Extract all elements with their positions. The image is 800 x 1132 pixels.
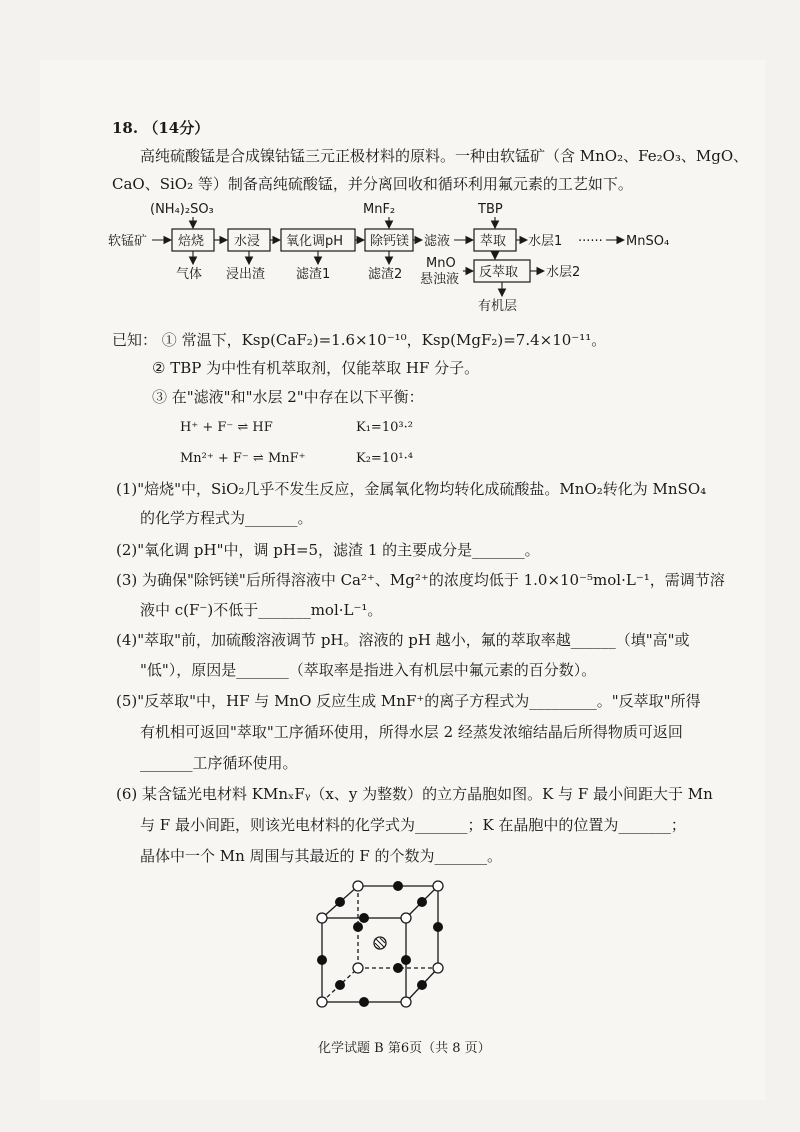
- equilibrium-1: H⁺ + F⁻ ⇌ HF: [180, 420, 273, 435]
- flow-out-filter-1: 滤渣1: [296, 267, 331, 282]
- question-5-line-3: _______工序循环使用。: [140, 754, 298, 772]
- body-center-atom: [374, 937, 386, 949]
- edge-atom: [417, 980, 427, 990]
- question-6-line-1: (6) 某含锰光电材料 KMnₓFᵧ（x、y 为整数）的立方晶胞如图。K 与 F 最小间距大于 Mn: [116, 785, 713, 803]
- question-6-line-2: 与 F 最小间距，则该光电材料的化学式为_______；K 在晶胞中的位置为_______；: [140, 816, 686, 834]
- corner-atom: [433, 881, 443, 891]
- flow-reagent-5: TBP: [478, 202, 503, 217]
- question-header: [112, 118, 209, 138]
- edge-atom: [393, 963, 403, 973]
- edge-atom: [353, 922, 363, 932]
- edge-atom: [417, 897, 427, 907]
- flow-product: MnSO₄: [626, 234, 670, 249]
- intro-line-1: 高纯硫酸锰是合成镍钴锰三元正极材料的原料。一种由软锰矿（含 MnO₂、Fe₂O₃、MgO、: [140, 147, 749, 165]
- unit-cell-figure: [298, 868, 468, 1023]
- flow-step-6: 反萃取: [479, 265, 519, 280]
- question-2: (2)"氧化调 pH"中，调 pH=5，滤渣 1 的主要成分是_______。: [116, 541, 540, 559]
- flow-aqueous-1: 水层1: [528, 234, 563, 249]
- corner-atom: [433, 963, 443, 973]
- flow-step-4: 除钙镁: [370, 234, 410, 249]
- question-4-line-2: "低"），原因是_______（萃取率是指进入有机层中氟元素的百分数）。: [140, 661, 597, 679]
- edge-atom: [359, 997, 369, 1007]
- flow-step-2: 水浸: [234, 234, 261, 249]
- flow-dots: ······: [578, 234, 603, 249]
- question-6-line-3: 晶体中一个 Mn 周围与其最近的 F 的个数为_______。: [140, 847, 503, 865]
- question-1-line-2: 的化学方程式为_______。: [140, 509, 313, 527]
- known-2: ② TBP 为中性有机萃取剂，仅能萃取 HF 分子。: [152, 359, 480, 377]
- flow-out-filter-2: 滤渣2: [368, 267, 403, 282]
- flow-reagent-4: MnF₂: [363, 202, 396, 217]
- flow-out-gas: 气体: [176, 267, 203, 282]
- edge-atom: [335, 980, 345, 990]
- edge-atom: [335, 897, 345, 907]
- intro-line-2: CaO、SiO₂ 等）制备高纯硫酸锰，并分离回收和循环利用氟元素的工艺如下。: [112, 175, 633, 193]
- question-5-line-1: (5)"反萃取"中，HF 与 MnO 反应生成 MnF⁺的离子方程式为_________。"反萃取"所得: [116, 692, 701, 710]
- corner-atom: [353, 963, 363, 973]
- flow-reagent-1: (NH₄)₂SO₃: [150, 202, 214, 217]
- edge-atom: [359, 913, 369, 923]
- corner-atom: [353, 881, 363, 891]
- known-3: ③ 在"滤液"和"水层 2"中存在以下平衡：: [152, 388, 424, 406]
- known-1: ① 常温下，Ksp(CaF₂)=1.6×10⁻¹⁰，Ksp(MgF₂)=7.4×10⁻¹¹。: [161, 331, 607, 349]
- known-label: 已知：: [112, 331, 158, 349]
- process-flow-diagram: [108, 198, 728, 316]
- edge-atom: [401, 955, 411, 965]
- question-3-line-2: 液中 c(F⁻)不低于_______mol·L⁻¹。: [140, 601, 383, 619]
- equilibrium-2: Mn²⁺ + F⁻ ⇌ MnF⁺: [180, 451, 306, 466]
- page-footer: 化学试题 B 第6页（共 8 页）: [318, 1041, 491, 1056]
- flow-out-residue: 浸出渣: [226, 267, 266, 282]
- question-score: （14分）: [143, 119, 210, 137]
- flow-start: 软锰矿: [108, 234, 148, 249]
- edge-atom: [433, 922, 443, 932]
- equilibrium-2-k: K₂=10¹·⁴: [356, 451, 413, 466]
- question-3-line-1: (3) 为确保"除钙镁"后所得溶液中 Ca²⁺、Mg²⁺的浓度均低于 1.0×10⁻⁵mol·L⁻¹，需调节溶: [116, 571, 725, 589]
- flow-mno-1: MnO: [426, 256, 456, 271]
- flow-aqueous-2: 水层2: [546, 265, 581, 280]
- edge-atom: [393, 881, 403, 891]
- flow-step-1: 焙烧: [178, 234, 205, 249]
- flow-step-5: 萃取: [480, 234, 507, 249]
- corner-atom: [401, 913, 411, 923]
- corner-atom: [317, 913, 327, 923]
- equilibrium-1-k: K₁=10³·²: [356, 420, 413, 435]
- known-row-1: [112, 330, 606, 350]
- flow-mno-2: 悬浊液: [420, 272, 460, 287]
- question-4-line-1: (4)"萃取"前，加硫酸溶液调节 pH。溶液的 pH 越小，氟的萃取率越______（填"高"或: [116, 631, 690, 649]
- question-number: 18.: [112, 119, 139, 137]
- question-1-line-1: (1)"焙烧"中，SiO₂几乎不发生反应，金属氧化物均转化成硫酸盐。MnO₂转化为 MnSO₄: [116, 480, 707, 498]
- flow-step-3: 氧化调pH: [286, 234, 344, 249]
- corner-atom: [317, 997, 327, 1007]
- question-5-line-2: 有机相可返回"萃取"工序循环使用，所得水层 2 经蒸发浓缩结晶后所得物质可返回: [140, 723, 683, 741]
- edge-atom: [317, 955, 327, 965]
- corner-atom: [401, 997, 411, 1007]
- flow-filtrate: 滤液: [424, 234, 451, 249]
- flow-organic: 有机层: [478, 299, 518, 314]
